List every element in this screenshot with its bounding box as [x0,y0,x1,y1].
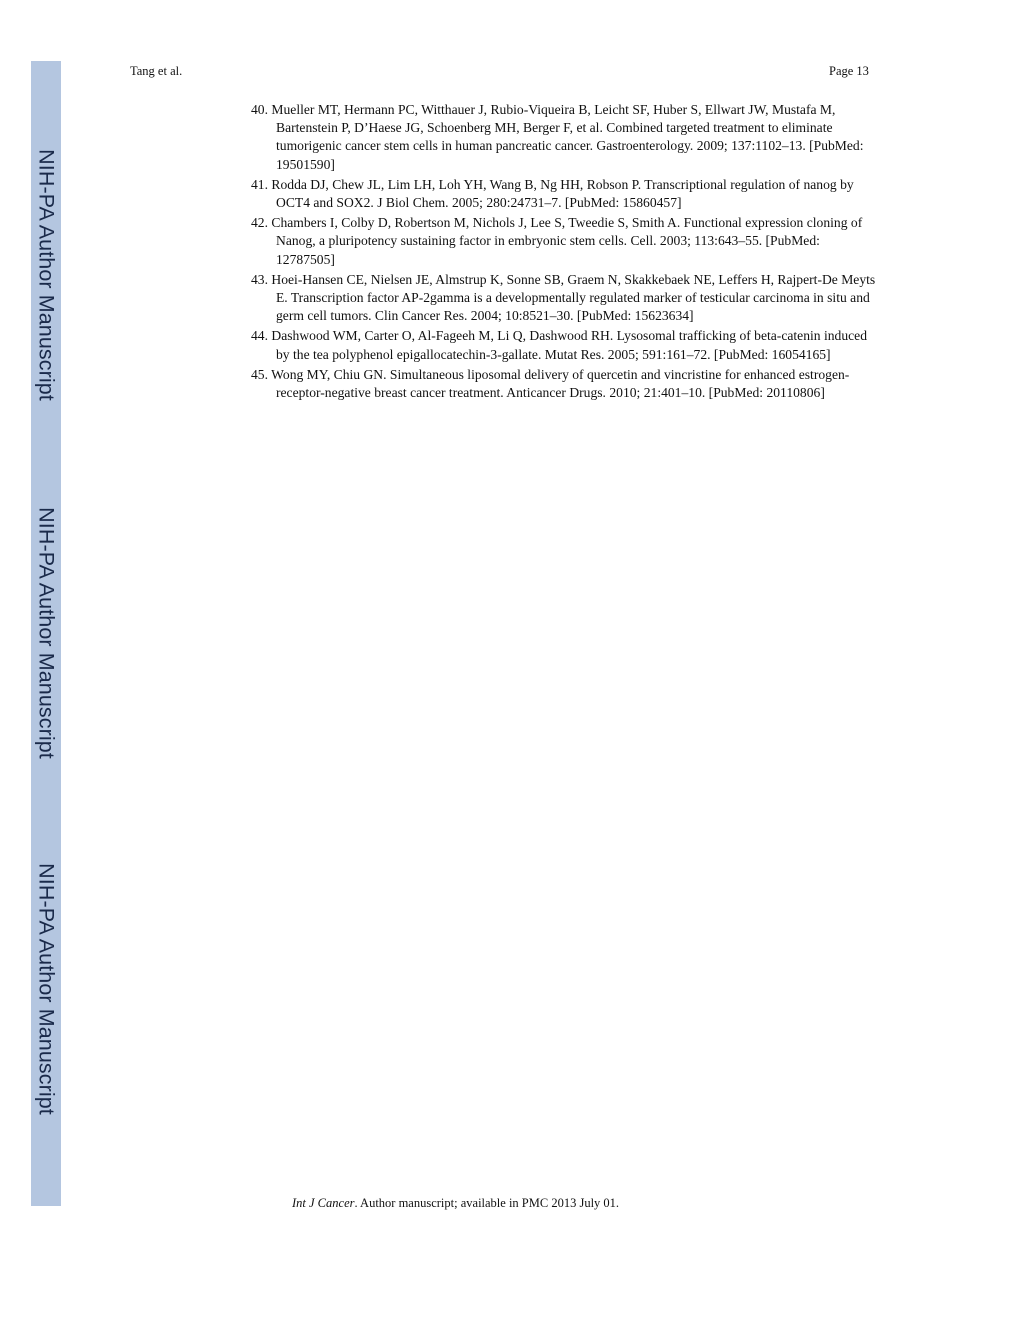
journal-name: Int J Cancer [292,1196,355,1210]
reference-item [251,366,879,402]
reference-text: Hoei-Hansen CE, Nielsen JE, Almstrup K, Sonne SB, Graem N, Skakkebaek NE, Leffers H, Rajpert-De Meyts E. Transcription factor AP-2gamma is a developmentally regulated marker of testicular carcinoma in situ and germ cell tumors. Clin Cancer Res. 2004; 10:8521–30. [PubMed: 15623634] [271,271,876,324]
reference-list [251,101,879,404]
reference-number: 40. [251,102,268,117]
reference-text: Rodda DJ, Chew JL, Lim LH, Loh YH, Wang B, Ng HH, Robson P. Transcriptional regulation of nanog by OCT4 and SOX2. J Biol Chem. 2005; 280:24731–7. [PubMed: 15860457] [271,176,854,211]
reference-text: Wong MY, Chiu GN. Simultaneous liposomal delivery of quercetin and vincristine for enhanced estrogen-receptor-negative breast cancer treatment. Anticancer Drugs. 2010; 21:401–10. [PubMed: 20110806] [271,366,850,401]
reference-item [251,176,879,212]
citation-footer [292,1196,619,1211]
page-number: Page 13 [829,64,869,78]
reference-text: Chambers I, Colby D, Robertson M, Nichols J, Lee S, Tweedie S, Smith A. Functional expression cloning of Nanog, a pluripotency sustaining factor in embryonic stem cells. Cell. 2003; 113:643–55. [PubMed: 12787505] [271,215,863,267]
reference-text: Mueller MT, Hermann PC, Witthauer J, Rubio-Viqueira B, Leicht SF, Huber S, Ellwart JW, Mustafa M, Bartenstein P, D’Haese JG, Schoenberg MH, Berger F, et al. Combined targeted treatment to eliminate tumorigenic cancer stem cells in human pancreatic cancer. Gastroenterology. 2009; 137:1102–13. [PubMed: 19501590] [271,102,864,172]
sidebar-label-text: NIH-PA Author Manuscript [34,507,59,759]
reference-number: 43. [251,271,268,287]
reference-number: 41. [251,176,268,192]
reference-item [251,271,879,326]
running-header-author: Tang et al. [130,64,183,78]
sidebar-label-text: NIH-PA Author Manuscript [34,863,59,1115]
reference-number: 44. [251,328,268,344]
reference-item [251,101,879,174]
availability-note: . Author manuscript; available in PMC 2013 July 01. [354,1196,620,1210]
reference-number: 45. [251,366,268,382]
reference-item [251,327,879,363]
reference-text: Dashwood WM, Carter O, Al-Fageeh M, Li Q, Dashwood RH. Lysosomal trafficking of beta-catenin induced by the tea polyphenol epigallocatechin-3-gallate. Mutat Res. 2005; 591:161–72. [PubMed: 16054165] [271,328,868,362]
reference-number: 42. [251,215,268,231]
sidebar-label-text: NIH-PA Author Manuscript [34,149,59,401]
reference-item [251,214,879,269]
